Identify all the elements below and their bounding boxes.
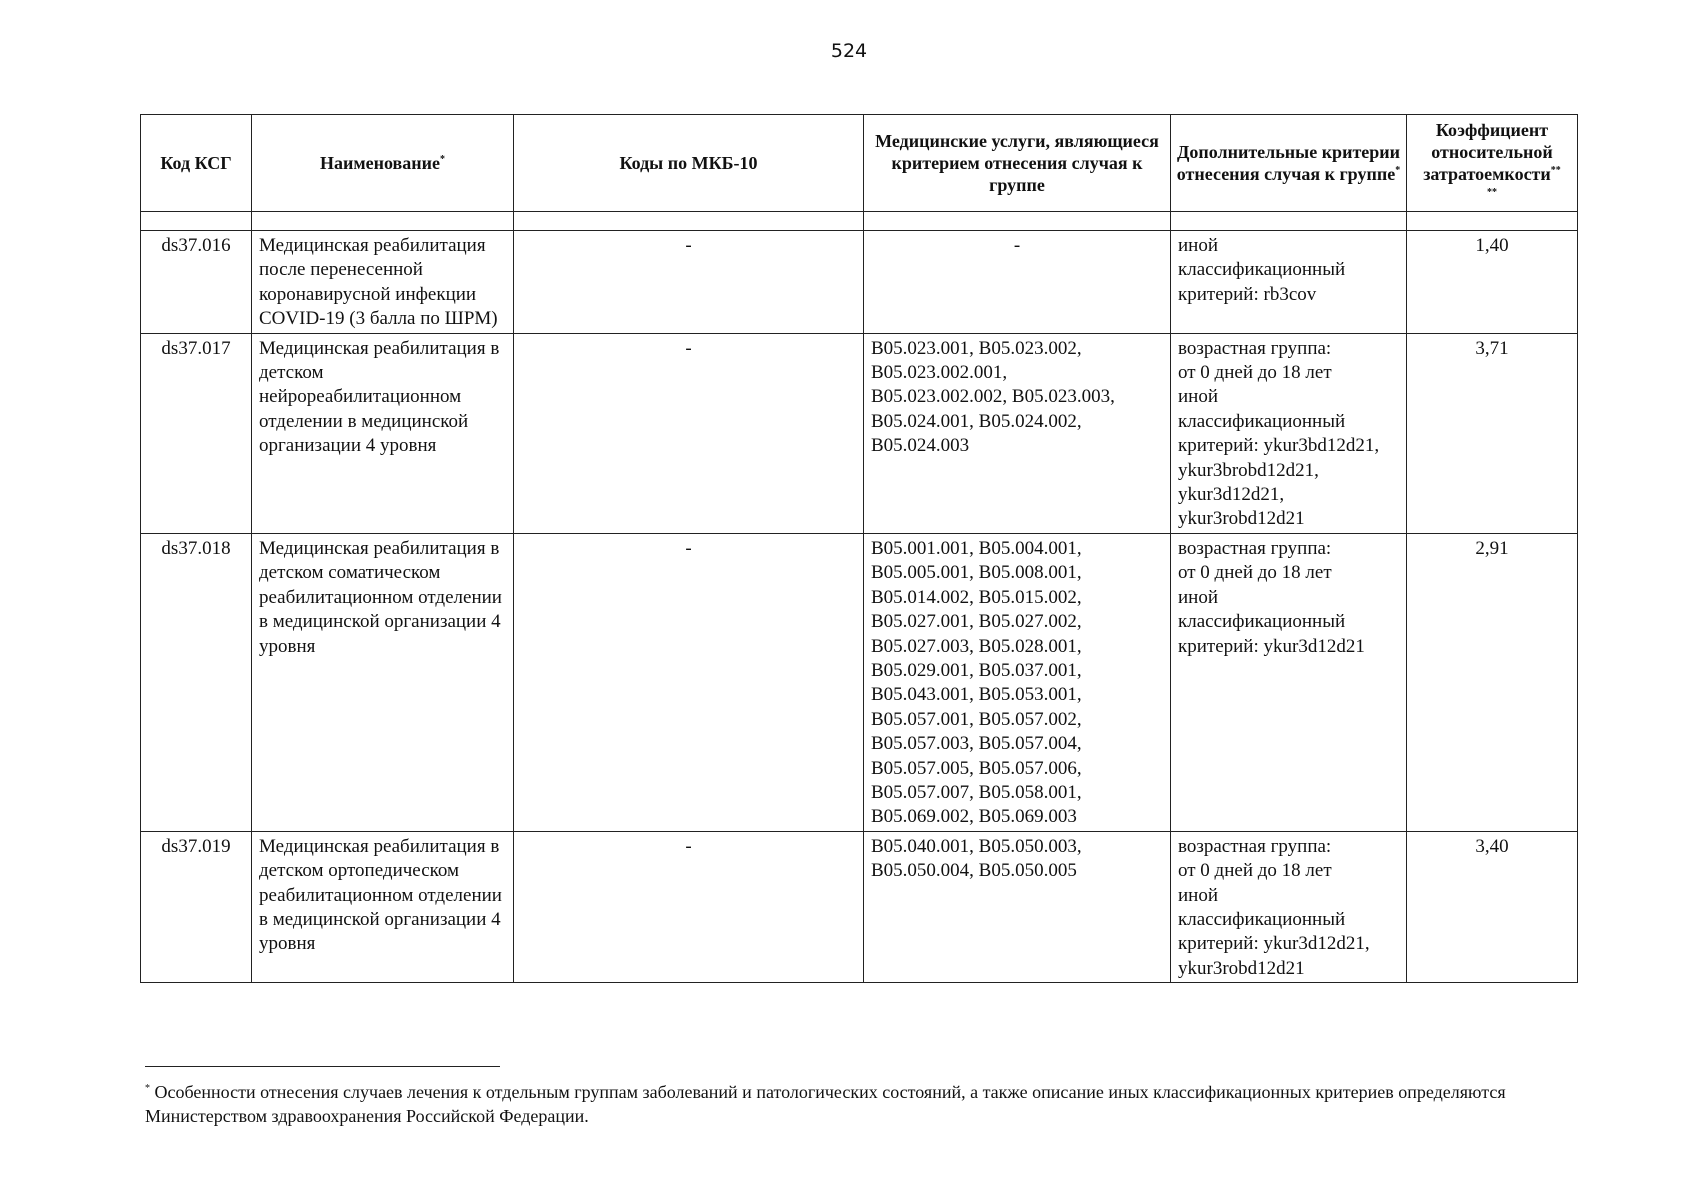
table-header-row: [141, 115, 1578, 212]
table-row: [141, 231, 1578, 334]
cell-icd: -: [514, 831, 864, 982]
footnote-mark: *: [1395, 165, 1401, 176]
cell-name: Медицинская реабилитация в детском соматическом реабилитационном отделении в медицинской организации 4 уровня: [252, 533, 514, 831]
cell-name: Медицинская реабилитация после перенесенной коронавирусной инфекции COVID-19 (3 балла по ШРМ): [252, 231, 514, 334]
footnote-text: Особенности отнесения случаев лечения к отдельным группам заболеваний и патологических состояний, а также описание иных классификационных критериев определяются Министерством здравоохранения Российской Федерации.: [145, 1082, 1506, 1126]
cell-criteria: возрастная группа: от 0 дней до 18 лет иной классификационный критерий: ykur3d12d21, ykur3robd12d21: [1171, 831, 1407, 982]
cell-criteria: возрастная группа: от 0 дней до 18 лет иной классификационный критерий: ykur3d12d21: [1171, 533, 1407, 831]
cell-icd: -: [514, 231, 864, 334]
spacer-row: [141, 212, 1578, 231]
cell-name: Медицинская реабилитация в детском ортопедическом реабилитационном отделении в медицинской организации 4 уровня: [252, 831, 514, 982]
cell-code: ds37.016: [141, 231, 252, 334]
cell-criteria: возрастная группа: от 0 дней до 18 лет иной классификационный критерий: ykur3bd12d21, ykur3brobd12d21, ykur3d12d21, ykur3robd12d21: [1171, 333, 1407, 533]
cell-services: B05.040.001, B05.050.003, B05.050.004, B05.050.005: [864, 831, 1171, 982]
footnote-mark: **: [1487, 187, 1497, 198]
cell-name: Медицинская реабилитация в детском нейрореабилитационном отделении в медицинской организации 4 уровня: [252, 333, 514, 533]
cell-services: -: [864, 231, 1171, 334]
header-name: Наименование*: [252, 115, 514, 212]
cell-services: B05.001.001, B05.004.001, B05.005.001, B05.008.001, B05.014.002, B05.015.002, B05.027.001, B05.027.002, B05.027.003, B05.028.001, B05.029.001, B05.037.001, B05.043.001, B05.053.001, B05.057.001, B05.057.002, B05.057.003, B05.057.004, B05.057.005, B05.057.006, B05.057.007, B05.058.001, B05.069.002, B05.069.003: [864, 533, 1171, 831]
header-icd: Коды по МКБ-10: [514, 115, 864, 212]
footnote-divider: [145, 1066, 500, 1067]
ksg-table: [140, 114, 1578, 983]
header-criteria: Дополнительные критерии отнесения случая к группе*: [1171, 115, 1407, 212]
table-row: [141, 533, 1578, 831]
table-row: [141, 333, 1578, 533]
cell-code: ds37.019: [141, 831, 252, 982]
cell-criteria: иной классификационный критерий: rb3cov: [1171, 231, 1407, 334]
footnote: [145, 1080, 1585, 1128]
cell-coefficient: 2,91: [1407, 533, 1578, 831]
cell-code: ds37.017: [141, 333, 252, 533]
header-coefficient: Коэффициент относительной затратоемкости** **: [1407, 115, 1578, 212]
footnote-mark: *: [440, 154, 445, 165]
cell-code: ds37.018: [141, 533, 252, 831]
table-row: [141, 831, 1578, 982]
footnote-mark: **: [1550, 165, 1561, 176]
cell-coefficient: 3,71: [1407, 333, 1578, 533]
cell-services: B05.023.001, B05.023.002, B05.023.002.001, B05.023.002.002, B05.023.003, B05.024.001, B05.024.002, B05.024.003: [864, 333, 1171, 533]
cell-coefficient: 1,40: [1407, 231, 1578, 334]
footnote-mark: *: [145, 1083, 150, 1094]
page-number: 524: [830, 40, 868, 62]
header-services: Медицинские услуги, являющиеся критерием отнесения случая к группе: [864, 115, 1171, 212]
header-code: Код КСГ: [141, 115, 252, 212]
cell-icd: -: [514, 333, 864, 533]
cell-icd: -: [514, 533, 864, 831]
cell-coefficient: 3,40: [1407, 831, 1578, 982]
